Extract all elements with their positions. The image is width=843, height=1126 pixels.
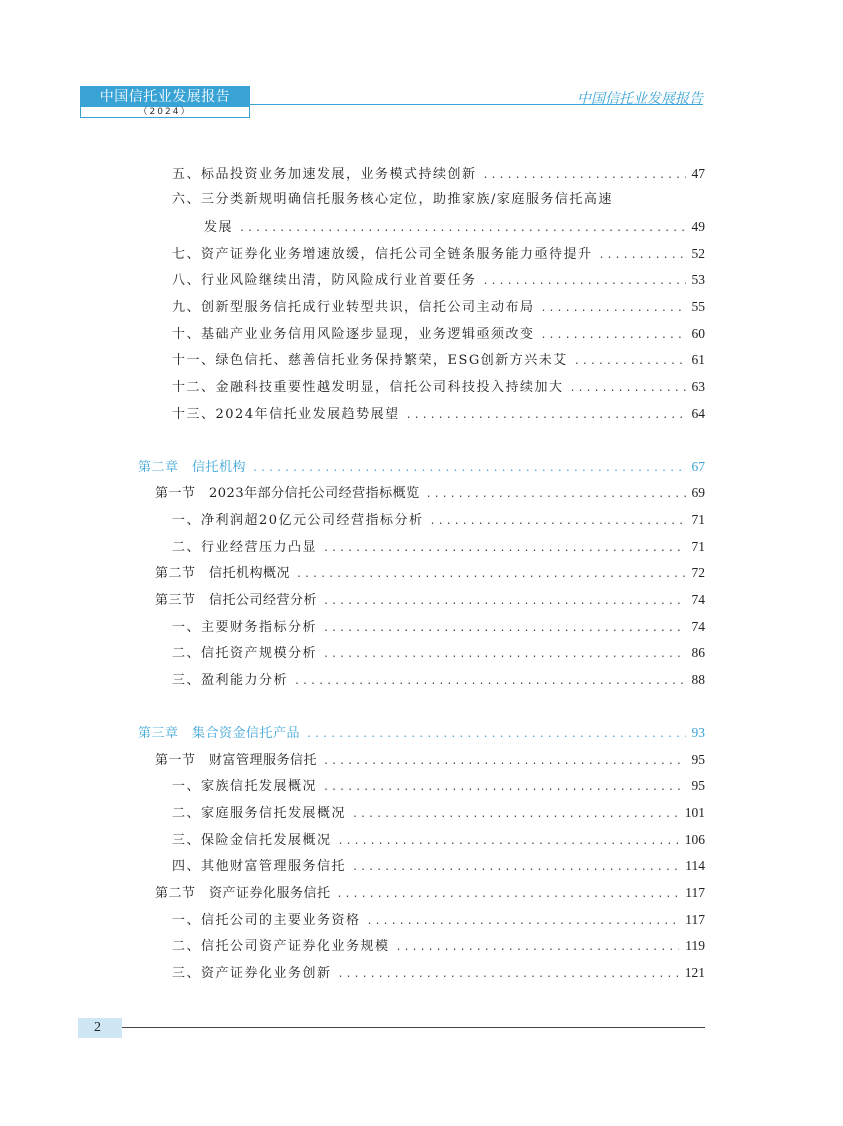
- toc-entry-label: 三、资产证券化业务创新: [172, 966, 332, 981]
- toc-entry-page: 101: [684, 805, 705, 820]
- toc-entry-page: 53: [691, 272, 705, 287]
- toc-entry-label: 一、信托公司的主要业务资格: [172, 913, 361, 928]
- leader-dots: [338, 965, 679, 985]
- leader-dots: [352, 805, 679, 825]
- toc-entry-label: 三、盈利能力分析: [172, 673, 289, 688]
- toc-entry-page: 121: [684, 965, 705, 980]
- leader-dots: [294, 672, 685, 692]
- toc-entry-page: 60: [691, 326, 705, 341]
- leader-dots: [426, 485, 686, 505]
- toc-entry-label: 九、创新型服务信托成行业转型共识，信托公司主动布局: [172, 300, 535, 315]
- toc-entry-label: 一、主要财务指标分析: [172, 620, 318, 635]
- toc-entry-page: 106: [684, 832, 705, 847]
- toc-entry-label: 十二、金融科技重要性越发明显，信托公司科技投入持续加大: [172, 380, 564, 395]
- toc-entry[interactable]: [172, 803, 705, 823]
- leader-dots: [483, 166, 686, 186]
- toc-entry-page: 88: [691, 672, 705, 687]
- toc-entry[interactable]: [172, 963, 705, 983]
- toc-entry-label: 七、资产证券化业务增速放缓，信托公司全链条服务能力亟待提升: [172, 247, 593, 262]
- leader-dots: [570, 379, 686, 399]
- toc-chapter-page: 93: [691, 725, 705, 740]
- toc-entry[interactable]: [172, 244, 705, 264]
- leader-dots: [396, 938, 680, 958]
- toc-entry-page: 47: [691, 166, 705, 181]
- leader-dots: [323, 752, 685, 772]
- header-year: （2024）: [138, 107, 192, 117]
- toc-entry-page: 64: [691, 406, 705, 421]
- page-number: 2: [94, 1020, 101, 1035]
- toc-entry-label: 一、家族信托发展概况: [172, 779, 318, 794]
- leader-dots: [430, 512, 686, 532]
- leader-dots: [323, 778, 685, 798]
- leader-dots: [323, 539, 685, 559]
- toc-chapter-label: 第三章 集合资金信托产品: [138, 726, 301, 741]
- toc-entry-page: 71: [691, 539, 705, 554]
- toc-entry-label: 十、基础产业业务信用风险逐步显现，业务逻辑亟须改变: [172, 327, 535, 342]
- toc-entry-page: 119: [685, 938, 705, 953]
- toc-chapter[interactable]: [138, 457, 705, 477]
- toc-chapter[interactable]: [138, 723, 705, 743]
- toc-section-label: 第一节 2023年部分信托公司经营指标概览: [155, 486, 420, 501]
- toc-entry[interactable]: [172, 270, 705, 290]
- toc-section-page: 69: [691, 485, 705, 500]
- toc-entry[interactable]: [172, 936, 705, 956]
- toc-entry-page: 114: [685, 858, 705, 873]
- toc-entry[interactable]: [172, 910, 705, 930]
- header-running-title: 中国信托业发展报告: [577, 91, 703, 107]
- toc-section-label: 第一节 财富管理服务信托: [155, 753, 318, 768]
- leader-dots: [367, 912, 680, 932]
- leader-dots: [338, 832, 679, 852]
- leader-dots: [323, 645, 685, 665]
- toc-entry-label: 十一、绿色信托、慈善信托业务保持繁荣，ESG创新方兴未艾: [172, 353, 568, 368]
- leader-dots: [337, 885, 680, 905]
- toc-entry[interactable]: [172, 164, 705, 184]
- header-badge: [80, 86, 250, 118]
- toc-chapter-label: 第二章 信托机构: [138, 460, 247, 475]
- toc-entry[interactable]: [172, 670, 705, 690]
- toc-entry-label: 二、信托资产规模分析: [172, 646, 318, 661]
- toc-section-label: 第二节 资产证券化服务信托: [155, 886, 331, 901]
- toc-entry-page: 86: [691, 645, 705, 660]
- toc-entry[interactable]: [172, 190, 705, 210]
- toc-section-label: 第二节 信托机构概况: [155, 566, 291, 581]
- toc-entry-page: 74: [691, 619, 705, 634]
- toc-entry[interactable]: [172, 324, 705, 344]
- leader-dots: [574, 352, 686, 372]
- toc-entry-label: 二、信托公司资产证券化业务规模: [172, 939, 390, 954]
- toc-entry-label: 二、家庭服务信托发展概况: [172, 806, 347, 821]
- toc-entry-page: 52: [691, 246, 705, 261]
- toc-entry[interactable]: [172, 830, 705, 850]
- leader-dots: [239, 219, 685, 239]
- toc-entry-page: 55: [691, 299, 705, 314]
- page-number-badge: [78, 1018, 122, 1038]
- toc-entry-page: 49: [691, 219, 705, 234]
- leader-dots: [296, 565, 685, 585]
- toc-entry[interactable]: [172, 350, 705, 370]
- toc-entry[interactable]: [204, 217, 705, 237]
- toc-entry-label: 二、行业经营压力凸显: [172, 540, 318, 555]
- footer-rule: [122, 1027, 705, 1028]
- toc-entry[interactable]: [172, 643, 705, 663]
- leader-dots: [323, 619, 685, 639]
- toc-entry-label: 三、保险金信托发展概况: [172, 833, 332, 848]
- header-title: 中国信托业发展报告: [81, 87, 249, 107]
- toc-entry-page: 117: [685, 912, 705, 927]
- toc-entry-label: 四、其他财富管理服务信托: [172, 859, 347, 874]
- leader-dots: [541, 326, 686, 346]
- toc-section-page: 117: [685, 885, 705, 900]
- toc-entry-page: 61: [691, 352, 705, 367]
- toc-section-page: 72: [691, 565, 705, 580]
- toc-chapter-page: 67: [691, 459, 705, 474]
- toc-entry-label: 十三、2024年信托业发展趋势展望: [172, 407, 400, 422]
- leader-dots: [306, 725, 685, 745]
- toc-entry[interactable]: [172, 856, 705, 876]
- leader-dots: [352, 858, 679, 878]
- toc-entry-page: 63: [691, 379, 705, 394]
- leader-dots: [541, 299, 686, 319]
- toc-entry[interactable]: [172, 776, 705, 796]
- toc-entry-label: 六、三分类新规明确信托服务核心定位，助推家族/家庭服务信托高速: [172, 192, 613, 207]
- toc-entry-label: 八、行业风险继续出清，防风险成行业首要任务: [172, 273, 477, 288]
- toc-entry[interactable]: [172, 510, 705, 530]
- toc-section[interactable]: [155, 590, 705, 610]
- leader-dots: [599, 246, 686, 266]
- toc-section-page: 74: [691, 592, 705, 607]
- leader-dots: [323, 592, 685, 612]
- toc-section[interactable]: [155, 883, 705, 903]
- toc-section[interactable]: [155, 750, 705, 770]
- toc-entry-page: 95: [691, 778, 705, 793]
- toc-entry[interactable]: [172, 297, 705, 317]
- toc-section-label: 第三节 信托公司经营分析: [155, 593, 318, 608]
- toc-entry[interactable]: [172, 377, 705, 397]
- toc-section[interactable]: [155, 563, 705, 583]
- toc-entry[interactable]: [172, 404, 705, 424]
- toc-entry[interactable]: [172, 537, 705, 557]
- leader-dots: [252, 459, 685, 479]
- toc-entry-page: 71: [691, 512, 705, 527]
- toc-entry[interactable]: [172, 617, 705, 637]
- leader-dots: [483, 272, 686, 292]
- toc-section[interactable]: [155, 483, 705, 503]
- toc-section-page: 95: [691, 752, 705, 767]
- leader-dots: [406, 406, 686, 426]
- toc-entry-label: 发展: [204, 220, 234, 235]
- toc-entry-label: 一、净利润超20亿元公司经营指标分析: [172, 513, 424, 528]
- toc-entry-label: 五、标品投资业务加速发展，业务模式持续创新: [172, 167, 477, 182]
